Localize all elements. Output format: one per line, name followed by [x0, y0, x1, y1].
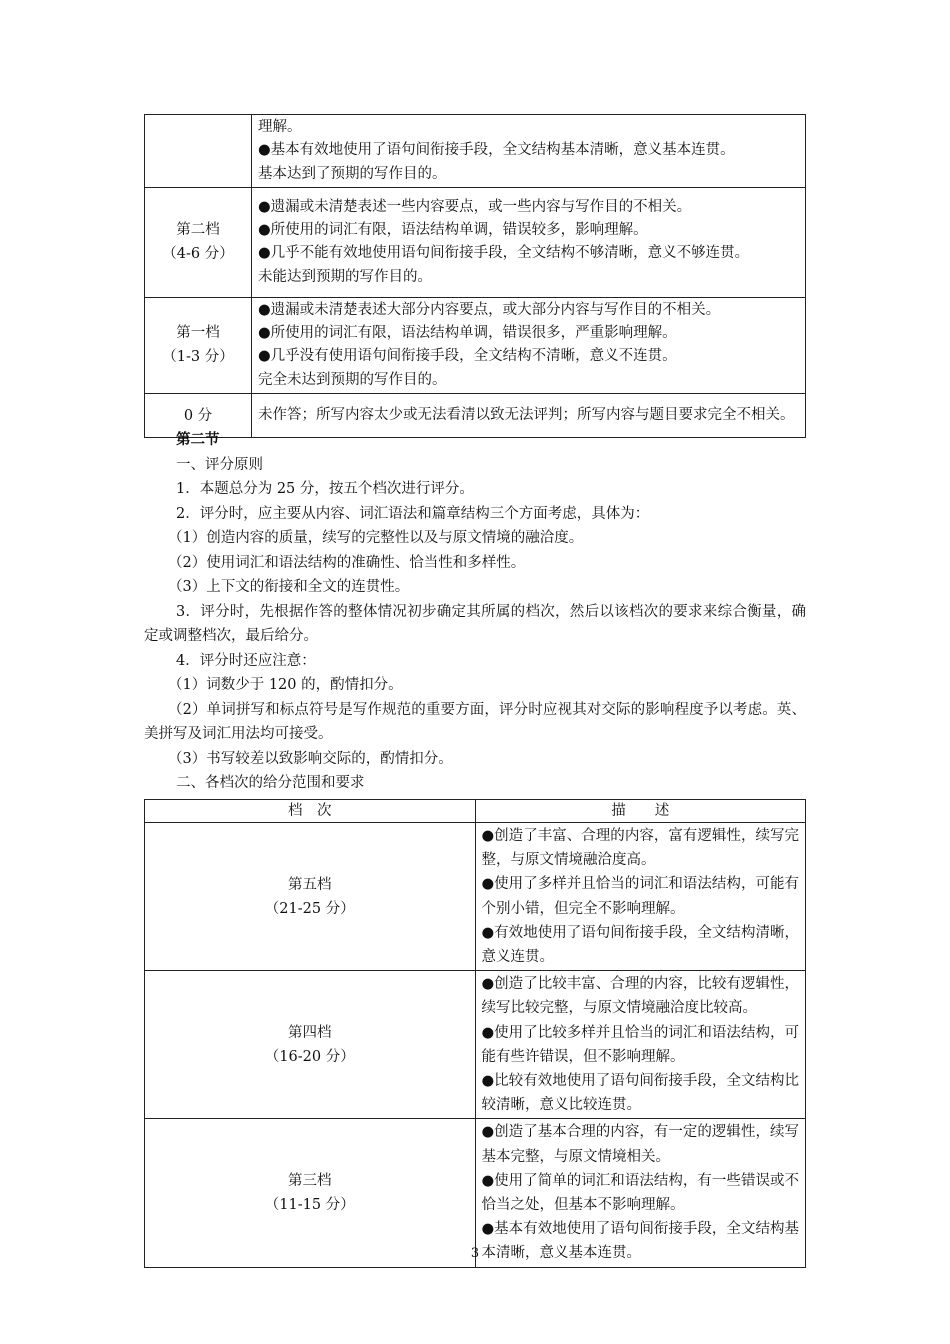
- rule-subitem: （1）词数少于 120 的，酌情扣分。: [168, 677, 403, 693]
- table-row: [145, 971, 806, 1119]
- level-cell: [145, 823, 476, 971]
- level-name: 第五档: [288, 876, 332, 893]
- table-row: [145, 1119, 806, 1267]
- description-line: ●几乎没有使用语句间衔接手段，全文结构不清晰，意义不连贯。: [258, 348, 677, 365]
- rule-subitem: （3）上下文的衔接和全文的连贯性。: [168, 579, 410, 595]
- description-line: ●比较有效地使用了语句间衔接手段，全文结构比较清晰，意义比较连贯。: [481, 1073, 799, 1114]
- level-range: （21-25 分）: [264, 900, 355, 917]
- level-range: （16-20 分）: [264, 1048, 355, 1065]
- level-range: （1-3 分）: [162, 349, 234, 366]
- description-cell: [252, 187, 806, 297]
- description-line: ●有效地使用了语句间衔接手段，全文结构清晰，意义连贯。: [481, 924, 799, 966]
- principles-title: 一、评分原则: [176, 456, 263, 473]
- rule-item: 4．评分时还应注意：: [176, 652, 316, 669]
- description-cell: [475, 971, 806, 1119]
- description-line: ●遗漏或未清楚表述一些内容要点，或一些内容与写作目的不相关。: [258, 198, 692, 215]
- description-line: ●使用了多样并且恰当的词汇和语法结构，可能有个别小错，但完全不影响理解。: [481, 876, 799, 917]
- description-line: ●创造了丰富、合理的内容，富有逻辑性，续写完整，与原文情境融洽度高。: [481, 828, 799, 869]
- rule-item: 3．评分时，先根据作答的整体情况初步确定其所属的档次，然后以该档次的要求来综合衡量，确定或调整档次，最后给分。: [144, 603, 806, 644]
- description-line: 理解。: [258, 119, 302, 135]
- table-header-row: [145, 800, 806, 823]
- description-cell: [252, 297, 806, 393]
- description-cell: [475, 823, 806, 971]
- description-cell: [252, 115, 806, 188]
- description-line: ●创造了基本合理的内容，有一定的逻辑性，续写基本完整，与原文情境相关。: [481, 1124, 799, 1165]
- level-cell: [145, 971, 476, 1119]
- level-range: （11-15 分）: [264, 1197, 355, 1214]
- description-line: 基本达到了预期的写作目的。: [258, 165, 447, 182]
- section-two: [144, 428, 806, 796]
- description-line: ●使用了简单的词汇和语法结构，有一些错误或不恰当之处，但基本不影响理解。: [481, 1172, 799, 1214]
- level-cell: [145, 187, 252, 297]
- table-row: [145, 115, 806, 188]
- level-range: （4-6 分）: [162, 246, 234, 263]
- description-line: ●创造了比较丰富、合理的内容，比较有逻辑性，续写比较完整，与原文情境融洽度比较高。: [481, 976, 799, 1017]
- description-line: 未能达到预期的写作目的。: [258, 268, 432, 285]
- rule-item: 1．本题总分为 25 分，按五个档次进行评分。: [176, 481, 474, 497]
- level-cell: [145, 297, 252, 393]
- description-line: 完全未达到预期的写作目的。: [258, 371, 447, 388]
- scoring-table-levels: [144, 799, 806, 1268]
- level-name: 第二档: [176, 222, 220, 239]
- page-number: 3: [470, 1246, 480, 1261]
- description-line: ●基本有效地使用了语句间衔接手段，全文结构基本清晰，意义基本连贯。: [481, 1221, 799, 1262]
- table-row: [145, 823, 806, 971]
- level-name: 0 分: [183, 407, 213, 424]
- table-row: [145, 297, 806, 393]
- column-header-description: 描 述: [475, 800, 806, 823]
- level-name: 第四档: [288, 1024, 332, 1041]
- description-line: ●几乎不能有效地使用语句间衔接手段，全文结构不够清晰，意义不够连贯。: [258, 245, 750, 262]
- level-cell: [145, 115, 252, 188]
- rule-item: 2．评分时，应主要从内容、词汇语法和篇章结构三个方面考虑，具体为：: [176, 505, 650, 522]
- rule-subitem: （3）书写较差以致影响交际的，酌情扣分。: [168, 750, 453, 767]
- rule-subitem: （2）单词拼写和标点符号是写作规范的重要方面，评分时应视其对交际的影响程度予以考虑。英、美拼写及词汇用法均可接受。: [144, 701, 806, 742]
- description-line: ●所使用的词汇有限，语法结构单调，错误较多，影响理解。: [258, 222, 648, 239]
- rule-subitem: （2）使用词汇和语法结构的准确性、恰当性和多样性。: [168, 554, 526, 571]
- level-cell: [145, 1119, 476, 1267]
- description-line: ●使用了比较多样并且恰当的词汇和语法结构，可能有些许错误，但不影响理解。: [481, 1024, 799, 1065]
- description-line: ●基本有效地使用了语句间衔接手段，全文结构基本清晰，意义基本连贯。: [258, 142, 735, 159]
- table-row: [145, 187, 806, 297]
- scoring-table-part1: [144, 114, 806, 438]
- levels-title: 二、各档次的给分范围和要求: [176, 775, 365, 791]
- description-line: ●所使用的词汇有限，语法结构单调，错误很多，严重影响理解。: [258, 325, 677, 342]
- column-header-level: 档 次: [145, 800, 476, 823]
- section-heading: 第二节: [176, 431, 220, 448]
- rule-subitem: （1）创造内容的质量，续写的完整性以及与原文情境的融洽度。: [168, 530, 584, 546]
- level-name: 第一档: [176, 325, 220, 342]
- description-cell: [475, 1119, 806, 1267]
- level-name: 第三档: [288, 1173, 332, 1190]
- description-line: ●遗漏或未清楚表述大部分内容要点，或大部分内容与写作目的不相关。: [258, 301, 721, 318]
- description-line: 未作答；所写内容太少或无法看清以致无法评判；所写内容与题目要求完全不相关。: [258, 406, 795, 423]
